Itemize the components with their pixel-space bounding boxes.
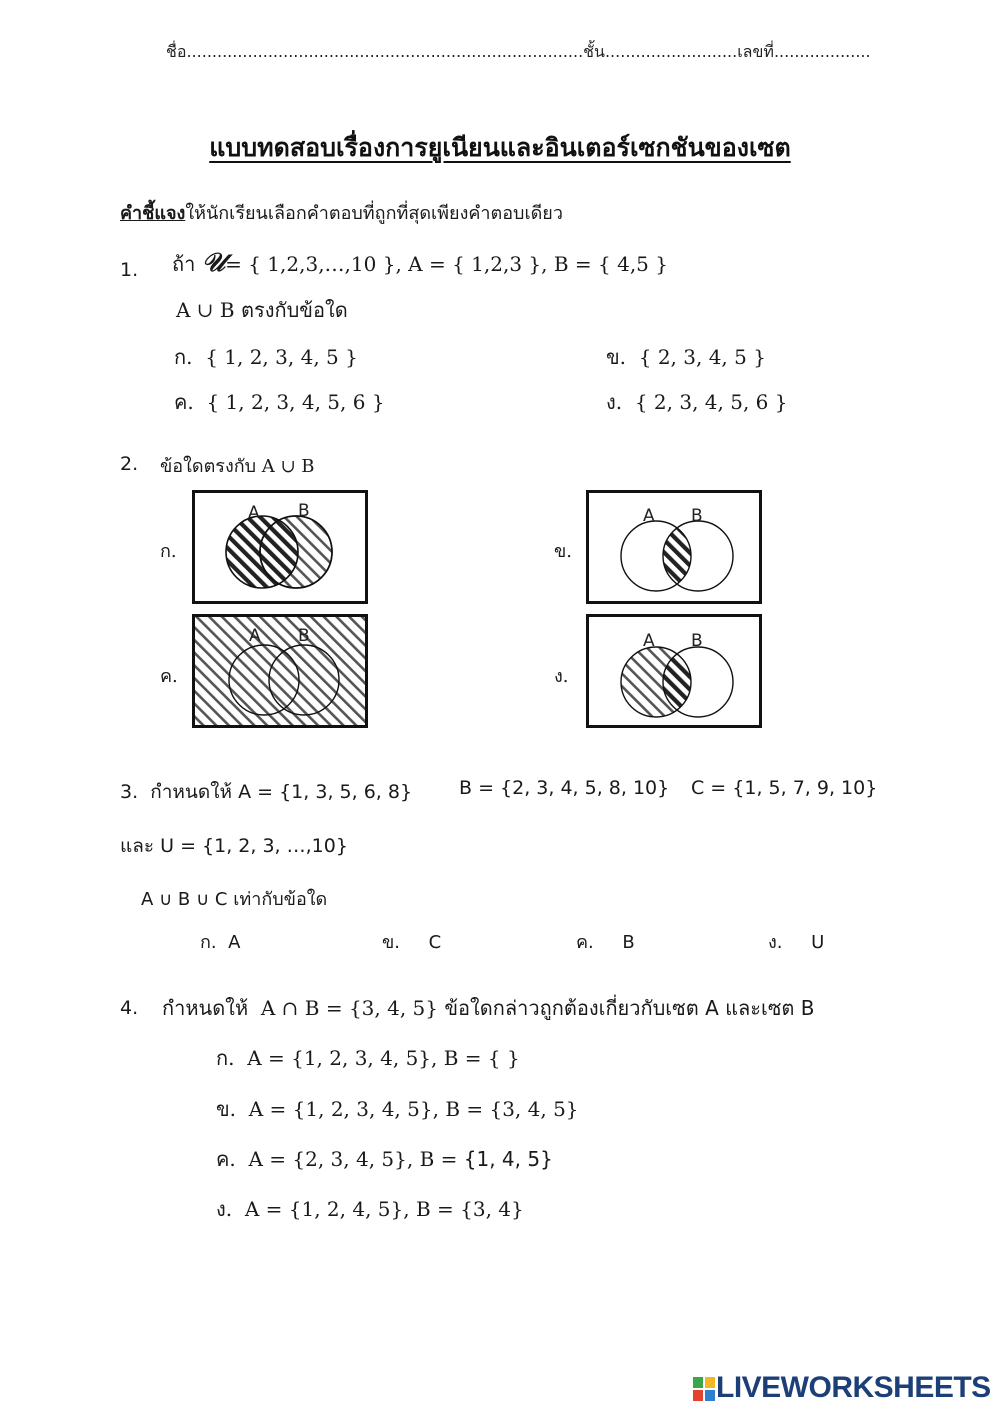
q1-sets: = { 1,2,3,…,10 }, A = { 1,2,3 }, B = { 4,5 } xyxy=(225,252,668,276)
q4-option-d-label: ง. xyxy=(216,1197,233,1221)
q1-option-a[interactable] xyxy=(174,341,358,373)
q4-option-a[interactable] xyxy=(216,1042,520,1074)
q4-suffix: ข้อใดกล่าวถูกต้องเกี่ยวกับเซต A และเซต B xyxy=(444,996,815,1020)
q1-option-a-text: { 1, 2, 3, 4, 5 } xyxy=(205,345,358,369)
q3-option-a[interactable] xyxy=(200,927,240,956)
q4-option-b[interactable] xyxy=(216,1093,579,1125)
venn-option-d[interactable] xyxy=(586,614,762,728)
q3-question: A ∪ B ∪ C เท่ากับข้อใด xyxy=(141,889,328,910)
venn-option-c[interactable] xyxy=(192,614,368,728)
q3-option-c[interactable] xyxy=(576,927,635,956)
q1-option-b[interactable] xyxy=(606,341,766,373)
venn-option-b[interactable] xyxy=(586,490,762,604)
q4-option-d[interactable] xyxy=(216,1193,524,1225)
q3-option-b[interactable] xyxy=(382,927,441,956)
set-b-label: B xyxy=(298,626,310,646)
class-blank[interactable]: .......................... xyxy=(604,42,738,61)
q1-option-a-label: ก. xyxy=(174,345,193,369)
set-a-label: A xyxy=(248,503,260,523)
q1-statement xyxy=(172,248,668,280)
set-b-label: B xyxy=(691,506,703,526)
q3-option-b-text: C xyxy=(428,932,442,953)
q1-option-d-text: { 2, 3, 4, 5, 6 } xyxy=(634,390,788,414)
set-b-label: B xyxy=(691,631,703,651)
number-blank[interactable]: ................... xyxy=(773,42,871,61)
q4-option-c[interactable] xyxy=(216,1143,553,1175)
name-label: ชื่อ xyxy=(166,42,187,61)
q3-set-b: B = {2, 3, 4, 5, 8, 10} xyxy=(459,777,670,799)
q1-option-c-label: ค. xyxy=(174,390,194,414)
q1-option-b-text: { 2, 3, 4, 5 } xyxy=(638,345,766,369)
q4-option-b-label: ข. xyxy=(216,1097,237,1121)
q3-option-c-label: ค. xyxy=(576,932,594,953)
q3-option-a-text: A xyxy=(228,932,241,953)
q2-option-d-label: ง. xyxy=(554,666,569,687)
q4-option-c-label: ค. xyxy=(216,1147,236,1171)
set-a-label: A xyxy=(643,631,655,651)
q1-number: 1. xyxy=(120,259,139,281)
q4-option-b-text: A = {1, 2, 3, 4, 5}, B = {3, 4, 5} xyxy=(248,1097,579,1121)
q4-intersection: A ∩ B = {3, 4, 5} xyxy=(260,996,438,1020)
q3-option-a-label: ก. xyxy=(200,932,217,953)
q2-option-a-label: ก. xyxy=(160,541,177,562)
q4-option-a-label: ก. xyxy=(216,1046,235,1070)
q3-set-c: C = {1, 5, 7, 9, 10} xyxy=(691,777,878,799)
q4-number: 4. xyxy=(120,997,139,1019)
q4-statement xyxy=(162,992,814,1024)
universe-rect xyxy=(194,616,367,727)
q1-option-d[interactable] xyxy=(606,386,788,418)
set-a-label: A xyxy=(643,506,655,526)
instructions-text: ให้นักเรียนเลือกคำตอบที่ถูกที่สุดเพียงคำตอบเดียว xyxy=(185,203,563,224)
q1-option-d-label: ง. xyxy=(606,390,623,414)
venn-option-a[interactable] xyxy=(192,490,368,604)
set-b-label: B xyxy=(298,501,310,521)
q3-option-d-label: ง. xyxy=(768,932,783,953)
q4-option-d-text: A = {1, 2, 4, 5}, B = {3, 4} xyxy=(244,1197,524,1221)
q4-option-c-text: A = {2, 3, 4, 5}, B = xyxy=(248,1147,464,1171)
q1-option-c-text: { 1, 2, 3, 4, 5, 6 } xyxy=(206,390,385,414)
q3-universe: และ U = {1, 2, 3, …,10} xyxy=(120,835,348,857)
instructions xyxy=(120,198,563,227)
name-blank[interactable]: .............................................................................. xyxy=(186,42,584,61)
liveworksheets-logo-icon xyxy=(693,1377,715,1401)
student-info-line xyxy=(166,40,871,65)
class-label: ชั้น xyxy=(583,42,605,61)
page-title: แบบทดสอบเรื่องการยูเนียนและอินเตอร์เซกชันของเซต xyxy=(209,133,791,162)
universe-symbol: 𝒰 xyxy=(201,248,226,278)
q2-question: ข้อใดตรงกับ A ∪ B xyxy=(160,456,315,477)
q2-option-c-label: ค. xyxy=(160,666,178,687)
q3-option-d[interactable] xyxy=(768,927,824,956)
instructions-label: คำชี้แจง xyxy=(120,203,186,224)
q3-number: 3. xyxy=(120,781,139,803)
q2-option-b-label: ข. xyxy=(554,541,573,562)
q2-number: 2. xyxy=(120,453,139,475)
q3-option-d-text: U xyxy=(811,932,825,953)
set-a-label: A xyxy=(249,626,261,646)
circle-a xyxy=(226,516,298,588)
q3-set-a: กำหนดให้ A = {1, 3, 5, 6, 8} xyxy=(150,781,413,803)
q3-line1 xyxy=(120,777,412,807)
q1-prefix: ถ้า xyxy=(172,252,196,276)
liveworksheets-brand[interactable]: LIVEWORKSHEETS xyxy=(716,1371,991,1404)
q4-option-a-text: A = {1, 2, 3, 4, 5}, B = { } xyxy=(247,1046,520,1070)
q1-option-c[interactable] xyxy=(174,386,385,418)
q1-option-b-label: ข. xyxy=(606,345,627,369)
number-label: เลขที่ xyxy=(737,42,774,61)
q4-option-c-extra: {1, 4, 5} xyxy=(463,1147,553,1171)
q3-option-b-label: ข. xyxy=(382,932,401,953)
q3-option-c-text: B xyxy=(622,932,635,953)
q4-prefix: กำหนดให้ xyxy=(162,996,249,1020)
q1-question: A ∪ B ตรงกับข้อใด xyxy=(176,298,348,322)
